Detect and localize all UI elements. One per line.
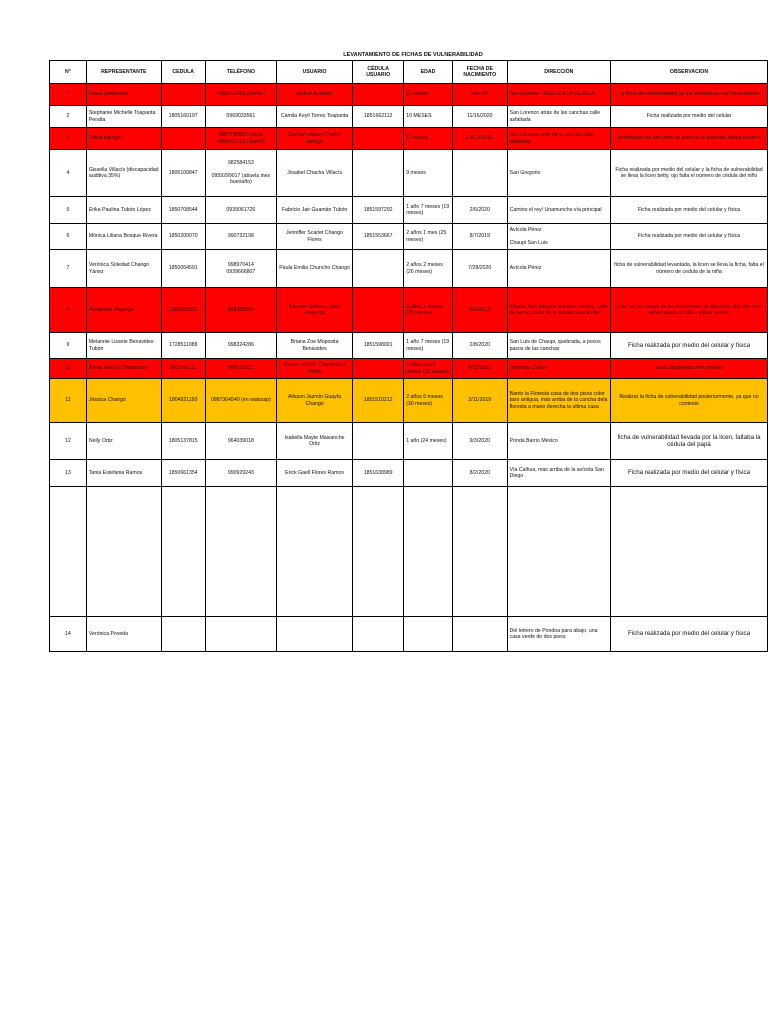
- cell-usuario: Dereck Vinicio Chimborazo Otoño: [277, 359, 353, 379]
- cell-cedula: [161, 617, 205, 652]
- table-row: [50, 250, 768, 288]
- cell-ced_u: [353, 150, 404, 197]
- header-cell: TELÉFONO: [205, 61, 276, 84]
- cell-usuario: Isabella Mayte Maisanche Ortiz: [277, 423, 353, 460]
- cell-edad: 1 año 7 meses (19 meses): [404, 333, 453, 359]
- cell-cedula: 1850200070: [161, 224, 205, 250]
- cell-tel: 984525631: [205, 359, 276, 379]
- cell-rep: Alexandra Mayorga: [86, 288, 161, 333]
- cell-fecha: 9/3/2020: [452, 423, 507, 460]
- cell-dir: Avícola Pérez Chaupi San Luis: [507, 224, 610, 250]
- cell-usuario: Paula Emilia Chuncho Chango: [277, 250, 353, 288]
- cell-tel: 0969033561: [205, 106, 276, 128]
- cell-ced_u: 1851510212: [353, 379, 404, 423]
- cell-usuario: Alisson Jazmín Guayta Chango: [277, 379, 353, 423]
- cell-usuario: [277, 487, 353, 617]
- cell-obs: problemas con otro niño ya salieron el proceso, fallido a futuro: [611, 128, 768, 150]
- cell-rep: Stephanie Michelle Toapanta Peralta: [86, 106, 161, 128]
- cell-fecha: 6/15/2020: [452, 359, 507, 379]
- cell-dir: San Lorenzo ante de la cancha calle asfaltada: [507, 128, 610, 150]
- cell-cedula: 1728511088: [161, 333, 205, 359]
- cell-dir: Ponda Barrio México: [507, 423, 610, 460]
- cell-rep: Diana Zambrano: [86, 84, 161, 106]
- cell-cedula: 1850708544: [161, 197, 205, 224]
- cell-n: 12: [50, 423, 87, 460]
- table-row: [50, 197, 768, 224]
- cell-usuario: Josabel Chacha Villacís: [277, 150, 353, 197]
- header-cell: CÉDULA USUARIO: [353, 61, 404, 84]
- cell-edad: 2 años 1 mes (25 meses): [404, 224, 453, 250]
- cell-cedula: 1804921193: [161, 379, 205, 423]
- cell-cedula: 1805137815: [161, 423, 205, 460]
- cell-cedula: [161, 84, 205, 106]
- cell-fecha: 7/28/2020: [452, 250, 507, 288]
- cell-usuario: Damian Mateo Chacha Barriga: [277, 128, 353, 150]
- cell-tel: 998324286: [205, 333, 276, 359]
- cell-obs: Ficha realizada por medio del celular y física: [611, 197, 768, 224]
- header-cell: CEDULA: [161, 61, 205, 84]
- cell-rep: Erika Paulina Tubón López: [86, 197, 161, 224]
- table-row: [50, 224, 768, 250]
- cell-edad: 2 años 6 meses (30 meses): [404, 379, 453, 423]
- header-cell: USUARIO: [277, 61, 353, 84]
- cell-obs: La ficha de vulnerabilidad ya fue levantada y no fue aceptada: [611, 84, 768, 106]
- cell-ced_u: 1851598001: [353, 333, 404, 359]
- cell-n: 10: [50, 359, 87, 379]
- header-cell: REPRESENTANTE: [86, 61, 161, 84]
- cell-cedula: 1850661354: [161, 460, 205, 487]
- table-row: [50, 333, 768, 359]
- table-row: [50, 617, 768, 652]
- cell-edad: 9 meses: [404, 150, 453, 197]
- cell-dir: San Lorenzo atrás de las canchas calle asfaltada: [507, 106, 610, 128]
- cell-usuario: Camila Keyli Torres Toapanta: [277, 106, 353, 128]
- cell-fecha: Nov-20: [452, 84, 507, 106]
- header-cell: FECHA DE NACIMIENTO: [452, 61, 507, 84]
- cell-edad: 10 meses: [404, 84, 453, 106]
- cell-tel: [205, 487, 276, 617]
- cell-obs: [611, 487, 768, 617]
- cell-fecha: 8/4/2019: [452, 288, 507, 333]
- cell-rep: Tania Estefania Ramos: [86, 460, 161, 487]
- cell-rep: Nelly Ortiz: [86, 423, 161, 460]
- cell-n: 11: [50, 379, 87, 423]
- cell-obs: Ficha realizada por medio del celular y física: [611, 333, 768, 359]
- cell-n: 1: [50, 84, 87, 106]
- table-row: [50, 423, 768, 460]
- cell-tel: 988485094: [205, 288, 276, 333]
- cell-rep: Jéssica Chango: [86, 379, 161, 423]
- cell-edad: 1 año 7 meses (19 meses): [404, 197, 453, 224]
- cell-cedula: 1850064591: [161, 250, 205, 288]
- cell-fecha: 8/7/2019: [452, 224, 507, 250]
- table-row: [50, 359, 768, 379]
- cell-cedula: 1805160197: [161, 106, 205, 128]
- cell-obs: Está trasgredido otro servicio: [611, 359, 768, 379]
- cell-n: [50, 487, 87, 617]
- cell-obs: Ficha realizada por medio del celular y física: [611, 460, 768, 487]
- cell-ced_u: [353, 423, 404, 460]
- cell-ced_u: [353, 359, 404, 379]
- cell-ced_u: [353, 250, 404, 288]
- cell-ced_u: [353, 84, 404, 106]
- cell-n: 2: [50, 106, 87, 128]
- cell-tel: [205, 617, 276, 652]
- cell-fecha: 2/6/2020: [452, 197, 507, 224]
- cell-obs: Ficha realizada por medio del celular y la ficha de vulnerabilidad se lleva la licen betty, ojo falta el número de cédula del niño: [611, 150, 768, 197]
- cell-dir: Chaupi San Antonio, primera cancha, calle de tierra, cerca de la capilla para arriba: [507, 288, 610, 333]
- cell-ced_u: 1851662112: [353, 106, 404, 128]
- cell-usuario: Erick Gaell Flores Ramos: [277, 460, 353, 487]
- table-row: [50, 487, 768, 617]
- cell-fecha: [452, 487, 507, 617]
- cell-tel: 982584153 0959299017 (abuela ines buenaño): [205, 150, 276, 197]
- cell-tel: 0990374465 (dueña): [205, 84, 276, 106]
- cell-fecha: 2/8/2020: [452, 333, 507, 359]
- cell-obs: ficha de vulnerabilidad levantada, la licen se lleva la ficha, falta el número de cedula de la niña: [611, 250, 768, 288]
- cell-ced_u: 1851597292: [353, 197, 404, 224]
- cell-tel: 964039018: [205, 423, 276, 460]
- table-row: [50, 128, 768, 150]
- cell-edad: [404, 460, 453, 487]
- cell-dir: Avícola Pérez: [507, 250, 610, 288]
- cell-usuario: Matías Andrade: [277, 84, 353, 106]
- cell-ced_u: [353, 128, 404, 150]
- cell-cedula: 1805421111: [161, 359, 205, 379]
- table-row: [50, 288, 768, 333]
- cell-edad: [404, 487, 453, 617]
- cell-obs: Ficha realizada por medio del celular y física: [611, 224, 768, 250]
- cell-dir: Barrio la Floresta casa de dos pisos color taxo antigua, más arriba de la cancha dela floresta a mano derecha la ultima casa: [507, 379, 610, 423]
- cell-usuario: Ricardo Selena Lopez Mayorga: [277, 288, 353, 333]
- cell-obs: Leer por el porqué de los encuentros, la dirección ubicada solo saben pasar un día a visitar nunca.: [611, 288, 768, 333]
- cell-n: 14: [50, 617, 87, 652]
- table-row: [50, 106, 768, 128]
- cell-tel: 998970414 0939666807: [205, 250, 276, 288]
- cell-rep: Verónica Soledad Chango Yánez: [86, 250, 161, 288]
- cell-dir: Camino el rey/ Unamuncho vía principal: [507, 197, 610, 224]
- cell-dir: Del letrero de Pondoa para abajo, una casa verde de dos pisos: [507, 617, 610, 652]
- cell-n: 4: [50, 150, 87, 197]
- cell-edad: 1 año (24 meses): [404, 423, 453, 460]
- table-row: [50, 84, 768, 106]
- vulnerability-table: [49, 60, 768, 652]
- cell-obs: Ficha realizada por medio del celular: [611, 106, 768, 128]
- cell-rep: [86, 487, 161, 617]
- cell-edad: 2 años 1 meses (25 meses): [404, 288, 453, 333]
- sheet-title: LEVANTAMIENTO DE FICHAS DE VULNERABILIDAD: [343, 52, 483, 58]
- cell-edad: 2 años 2 meses (26 meses): [404, 250, 453, 288]
- header-cell: OBSERVACION: [611, 61, 768, 84]
- cell-ced_u: 1851638989: [353, 460, 404, 487]
- header-cell: DIRECCIÓN: [507, 61, 610, 84]
- cell-tel: 0987304540 (en watssap): [205, 379, 276, 423]
- cell-obs: Realizar la ficha de vulnerabilidad posteriormente, ya que no contesto: [611, 379, 768, 423]
- cell-dir: San Lorenzo FRENTE A LA IGLESIA: [507, 84, 610, 106]
- table-row: [50, 460, 768, 487]
- cell-fecha: 8/2/2020: [452, 460, 507, 487]
- cell-tel: 0939061726: [205, 197, 276, 224]
- cell-usuario: Briana Zoe Moposita Benavides: [277, 333, 353, 359]
- cell-edad: 11 meses: [404, 128, 453, 150]
- cell-n: 3: [50, 128, 87, 150]
- cell-fecha: [452, 150, 507, 197]
- cell-fecha: [452, 617, 507, 652]
- cell-n: 6: [50, 224, 87, 250]
- cell-tel: 990732198: [205, 224, 276, 250]
- cell-ced_u: [353, 288, 404, 333]
- cell-cedula: [161, 487, 205, 617]
- cell-n: 9: [50, 333, 87, 359]
- cell-tel: 990929243: [205, 460, 276, 487]
- cell-dir: San Luis de Chaupi, quebrada, a pocos pasos de las canchas: [507, 333, 610, 359]
- cell-rep: Elena Vinicio Chimborazo: [86, 359, 161, 379]
- cell-cedula: 1805100847: [161, 150, 205, 197]
- cell-rep: Gissella Villacís (discapacidad auditiva 35%): [86, 150, 161, 197]
- cell-usuario: Fabricio Jair Guamán Tubón: [277, 197, 353, 224]
- cell-fecha: 2/11/2019: [452, 379, 507, 423]
- cell-ced_u: 1851553667: [353, 224, 404, 250]
- cell-rep: Diana Barriga: [86, 128, 161, 150]
- cell-n: 8: [50, 288, 87, 333]
- cell-rep: Mónica Liliana Bosque Rivera: [86, 224, 161, 250]
- cell-edad: [404, 617, 453, 652]
- header-cell: EDAD: [404, 61, 453, 84]
- cell-tel: 0987780909 (papa) 0989457103 (mamá): [205, 128, 276, 150]
- header-row: [50, 61, 768, 84]
- cell-dir: Vía Calhua, mas arriba de la avícola San Diego: [507, 460, 610, 487]
- cell-obs: ficha de vulnerabilidad llevada por la licen, faltaba la cédula del papá: [611, 423, 768, 460]
- cell-rep: Verónica Poveda: [86, 617, 161, 652]
- cell-dir: Domingo Centro: [507, 359, 610, 379]
- cell-edad: 2 años con 8 meses (32 meses): [404, 359, 453, 379]
- cell-ced_u: [353, 617, 404, 652]
- cell-dir: [507, 487, 610, 617]
- cell-dir: San Gregorio: [507, 150, 610, 197]
- cell-obs: Ficha realizada por medio del celular y física: [611, 617, 768, 652]
- cell-cedula: 1803865352: [161, 288, 205, 333]
- table-row: [50, 379, 768, 423]
- cell-rep: Melannie Lissete Benavides Tubón: [86, 333, 161, 359]
- cell-n: 13: [50, 460, 87, 487]
- cell-fecha: 11/16/2020: [452, 106, 507, 128]
- table-row: [50, 150, 768, 197]
- cell-usuario: [277, 617, 353, 652]
- cell-ced_u: [353, 487, 404, 617]
- cell-n: 7: [50, 250, 87, 288]
- cell-edad: 10 MESES: [404, 106, 453, 128]
- cell-usuario: Jenniffer Scarlet Chango Flores: [277, 224, 353, 250]
- cell-cedula: [161, 128, 205, 150]
- header-cell: N°: [50, 61, 87, 84]
- cell-fecha: 18/14/2019: [452, 128, 507, 150]
- cell-n: 5: [50, 197, 87, 224]
